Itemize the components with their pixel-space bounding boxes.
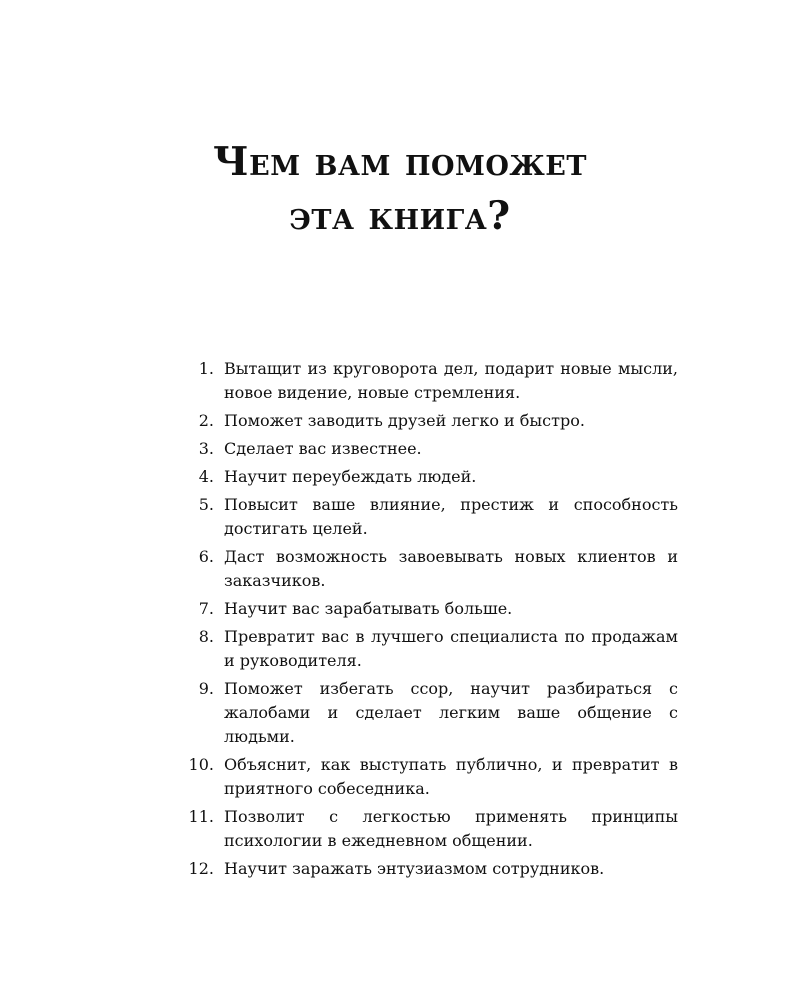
list-item-text: Даст возможность завоевывать новых клиентов и заказчиков.	[224, 547, 678, 590]
list-item-text: Повысит ваше влияние, престиж и способность достигать целей.	[224, 495, 678, 538]
benefits-list	[0, 357, 800, 885]
list-item-text: Сделает вас известнее.	[224, 439, 422, 458]
list-item-number: 11.	[188, 807, 214, 826]
list-item-number: 6.	[198, 547, 214, 566]
page-title-line-1: Чем вам поможет	[213, 139, 587, 185]
list-item	[0, 677, 800, 749]
list-item-text: Вытащит из круговорота дел, подарит новые мысли, новое видение, новые стремления.	[224, 359, 678, 402]
list-item-text: Объяснит, как выступать публично, и превратит в приятного собеседника.	[224, 755, 678, 798]
list-item-number: 10.	[188, 755, 214, 774]
list-item-number: 4.	[198, 467, 214, 486]
list-item-text: Поможет избегать ссор, научит разбираться с жалобами и сделает легким ваше общение с людьми.	[224, 679, 678, 746]
list-item	[0, 753, 800, 801]
list-item-text: Поможет заводить друзей легко и быстро.	[224, 411, 585, 430]
list-item-number: 2.	[198, 411, 214, 430]
page-title	[0, 135, 800, 243]
list-item	[0, 597, 800, 621]
list-item-text: Научит переубеждать людей.	[224, 467, 477, 486]
list-item	[0, 465, 800, 489]
list-item	[0, 857, 800, 881]
list-item-number: 12.	[188, 859, 214, 878]
list-item	[0, 357, 800, 405]
list-item-number: 8.	[198, 627, 214, 646]
list-item-text: Научит вас зарабатывать больше.	[224, 599, 513, 618]
list-item-number: 3.	[198, 439, 214, 458]
list-item	[0, 805, 800, 853]
list-item-text: Позволит с легкостью применять принципы психологии в ежедневном общении.	[224, 807, 678, 850]
list-item-number: 7.	[198, 599, 214, 618]
list-item	[0, 545, 800, 593]
list-item	[0, 493, 800, 541]
list-item	[0, 409, 800, 433]
list-item	[0, 437, 800, 461]
list-item-text: Научит заражать энтузиазмом сотрудников.	[224, 859, 605, 878]
list-item-number: 9.	[198, 679, 214, 698]
list-item-number: 5.	[198, 495, 214, 514]
list-item	[0, 625, 800, 673]
page-title-line-2: эта книга?	[289, 193, 511, 239]
list-item-text: Превратит вас в лучшего специалиста по продажам и руководителя.	[224, 627, 678, 670]
list-item-number: 1.	[198, 359, 214, 378]
